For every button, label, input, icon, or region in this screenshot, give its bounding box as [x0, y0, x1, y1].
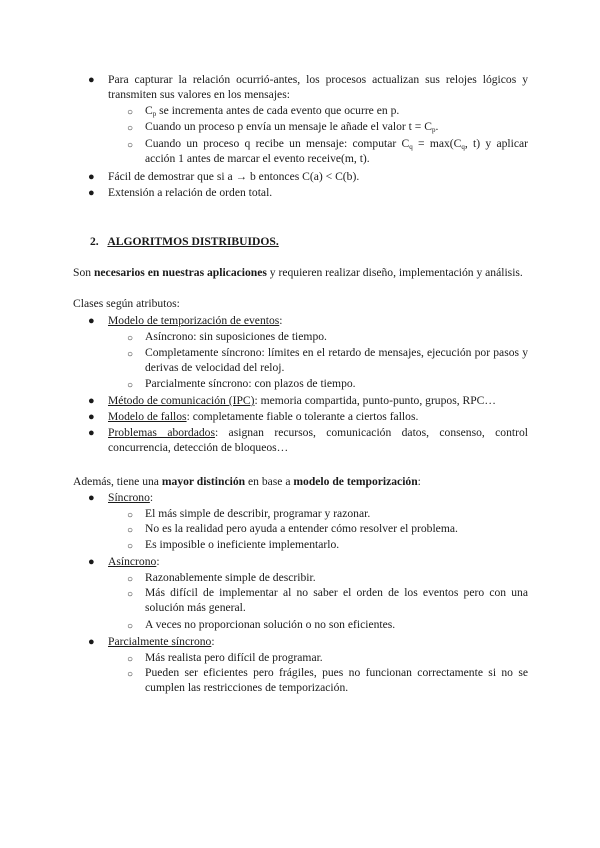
intro-sub-2: Cuando un proceso p envía un mensaje le añade el valor $t = C_p$.: [145, 120, 439, 134]
parcial-item-2: Pueden ser eficientes pero frágiles, pues no funcionan correctamente si no se cumplen las restricciones de temporización.: [145, 666, 528, 695]
model-parcial: Parcialmente síncrono:: [108, 635, 215, 648]
timing-sub-1: Asíncrono: sin suposiciones de tiempo.: [145, 330, 327, 343]
parcial-item-1: Más realista pero difícil de programar.: [145, 651, 323, 664]
bullet-icon: ●: [88, 556, 95, 568]
section-title: ALGORITMOS DISTRIBUIDOS.: [107, 235, 279, 248]
circle-bullet-icon: ○: [127, 589, 134, 600]
circle-bullet-icon: ○: [127, 669, 134, 680]
distinction-paragraph: Además, tiene una mayor distinción en base a modelo de temporización:: [73, 475, 421, 488]
circle-bullet-icon: ○: [127, 621, 134, 632]
circle-bullet-icon: ○: [127, 123, 134, 134]
bullet-icon: ●: [88, 427, 95, 439]
asincrono-item-1: Razonablemente simple de describir.: [145, 571, 316, 584]
circle-bullet-icon: ○: [127, 349, 134, 360]
intro-bullet-2: Fácil de demostrar que si a → b entonces C(a) < C(b).: [108, 170, 360, 183]
model-asincrono: Asíncrono:: [108, 555, 160, 568]
bullet-icon: ●: [88, 74, 95, 86]
intro-bullet-1: Para capturar la relación ocurrió-antes, los procesos actualizan sus relojes lógicos y transmiten sus valores en los mensajes:: [108, 73, 528, 102]
sincrono-item-3: Es imposible o ineficiente implementarlo.: [145, 538, 340, 551]
intro-paragraph: Son necesarios en nuestras aplicaciones y requieren realizar diseño, implementación y análisis.: [73, 266, 523, 279]
bullet-icon: ●: [88, 636, 95, 648]
circle-bullet-icon: ○: [127, 541, 134, 552]
sincrono-item-2: No es la realidad pero ayuda a entender cómo resolver el problema.: [145, 522, 458, 535]
circle-bullet-icon: ○: [127, 574, 134, 585]
model-sincrono: Síncrono:: [108, 491, 154, 504]
intro-sub-1: $C_p$ se incrementa antes de cada evento que ocurre en p.: [145, 104, 400, 118]
circle-bullet-icon: ○: [127, 525, 134, 536]
bullet-icon: ●: [88, 411, 95, 423]
bullet-icon: ●: [88, 315, 95, 327]
classes-label: Clases según atributos:: [73, 297, 180, 310]
bullet-icon: ●: [88, 171, 95, 183]
attribute-ipc: Método de comunicación (IPC): memoria compartida, punto-punto, grupos, RPC…: [108, 394, 497, 407]
bullet-icon: ●: [88, 492, 95, 504]
attribute-problems: Problemas abordados: asignan recursos, comunicación datos, consenso, control concurrencia, detección de bloqueos…: [108, 426, 528, 455]
attribute-failures: Modelo de fallos: completamente fiable o tolerante a ciertos fallos.: [108, 410, 419, 423]
bullet-icon: ●: [88, 395, 95, 407]
circle-bullet-icon: ○: [127, 654, 134, 665]
intro-bullet-3: Extensión a relación de orden total.: [108, 186, 273, 199]
timing-sub-2: Completamente síncrono: límites en el retardo de mensajes, ejecución por pasos y derivas de velocidad del reloj.: [145, 346, 528, 375]
attribute-timing: Modelo de temporización de eventos:: [108, 314, 283, 327]
intro-sub-3: Cuando un proceso q recibe un mensaje: computar $C_q = \max(C_q$, t) y aplicar acción 1 antes de marcar el evento receive(m, t).: [145, 137, 528, 166]
asincrono-item-2: Más difícil de implementar al no saber el orden de los eventos pero con una solución más general.: [145, 586, 528, 615]
timing-sub-3: Parcialmente síncrono: con plazos de tiempo.: [145, 377, 356, 390]
circle-bullet-icon: ○: [127, 140, 134, 151]
section-heading: [90, 234, 279, 249]
circle-bullet-icon: ○: [127, 380, 134, 391]
circle-bullet-icon: ○: [127, 107, 134, 118]
sincrono-item-1: El más simple de describir, programar y razonar.: [145, 507, 371, 520]
section-number: 2.: [90, 235, 99, 248]
asincrono-item-3: A veces no proporcionan solución o no son eficientes.: [145, 618, 396, 631]
circle-bullet-icon: ○: [127, 510, 134, 521]
circle-bullet-icon: ○: [127, 333, 134, 344]
bullet-icon: ●: [88, 187, 95, 199]
